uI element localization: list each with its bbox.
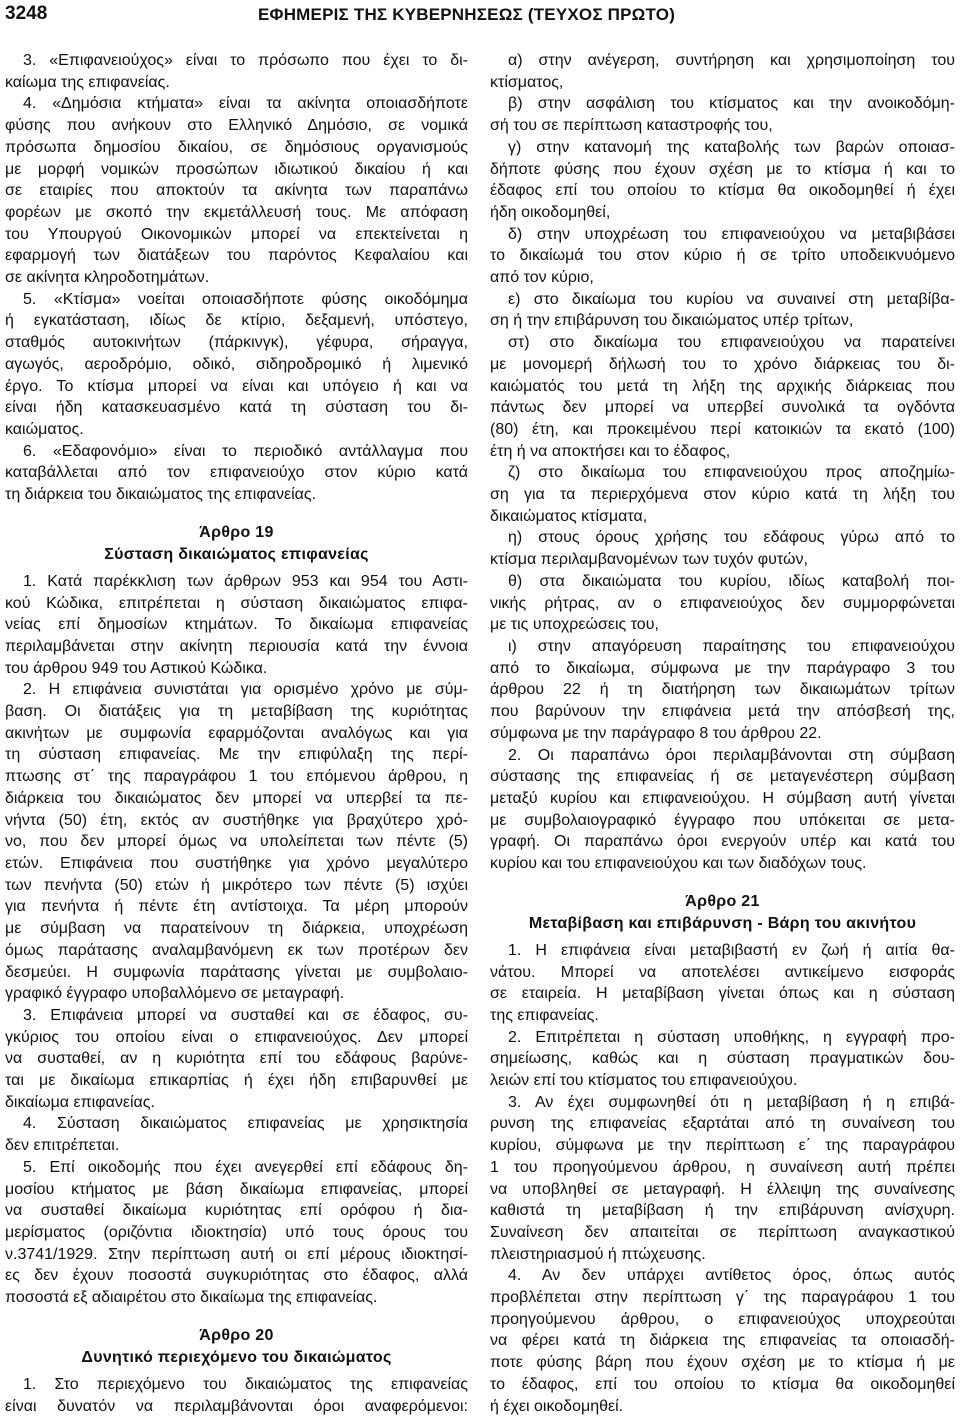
text-line: πτωσης στ΄ της παραγράφου 1 του επόμενου άρθρου, η	[5, 768, 468, 786]
text-line: είναι ήδη κατασκευασμένο κατά τη σύσταση του δι-	[5, 399, 468, 417]
article-heading	[490, 891, 955, 934]
text-line: είναι δυνατόν να περιλαμβάνονται όροι αναφερόμενοι:	[5, 1397, 468, 1415]
article-title: Σύσταση δικαιώματος επιφανείας	[104, 545, 369, 563]
text-line: Συναίνεση δεν απαιτείται σε περίπτωση αναγκαστικού	[490, 1223, 955, 1241]
text-line: κυρίου, σύμφωνα με την περίπτωση ε΄ της παραγράφου	[490, 1137, 955, 1155]
text-line: νήντα (50) έτη, εκτός αν συστήθηκε για βραχύτερο χρό-	[5, 811, 468, 829]
text-line: 4. Αν δεν υπάρχει αντίθετος όρος, όπως αυτός	[508, 1267, 955, 1285]
text-line: νο, που δεν μπορεί όμως να υπολείπεται των πέντε (5)	[5, 833, 468, 851]
text-line: 2. Η επιφάνεια συνιστάται για ορισμένο χρόνο με σύμ-	[23, 681, 468, 699]
text-line: πάντως δεν μπορεί να υπερβεί συνολικά τα ογδόντα	[490, 399, 955, 417]
paragraph	[5, 289, 468, 441]
text-line: σε ακίνητα κληροδοτημάτων.	[5, 269, 210, 287]
text-line: ή εγκατάσταση, ιδίως δε κτίριο, δεξαμενή, υπόστεγο,	[5, 312, 468, 330]
text-line: βαση. Οι διατάξεις για τη μεταβίβαση της κυριότητας	[5, 703, 468, 721]
text-line: σε εταιρεία. Η μεταβίβαση γίνεται όπως και η σύσταση	[490, 985, 955, 1003]
paragraph	[5, 441, 468, 506]
text-line: να συσταθεί, αν η κυριότητα επί του εδάφους βαρύνε-	[5, 1050, 468, 1068]
paragraph	[5, 571, 468, 680]
text-line: α) στην ανέγερση, συντήρηση και χρησιμοποίηση του	[508, 52, 955, 69]
paragraph	[490, 1265, 955, 1417]
paragraph	[490, 224, 955, 289]
paragraph	[490, 1027, 955, 1092]
text-line: εφαρμογή των διατάξεων του παρόντος Κεφαλαίου και	[5, 247, 468, 265]
text-line: σή του σε περίπτωση καταστροφής του,	[490, 117, 773, 135]
left-column	[5, 50, 468, 1420]
text-line: 1. Η επιφάνεια είναι μεταβιβαστή εν ζωή ή αιτία θα-	[508, 941, 955, 959]
text-line: άρθρου 22 ή τη διατήρηση των δικαιωμάτων τρίτων	[490, 681, 955, 699]
text-line: 4. Σύσταση δικαιώματος επιφανείας με χρησικτησία	[23, 1115, 468, 1133]
text-line: σημείωσης, καθώς και η σύσταση πραγματικών δου-	[490, 1050, 955, 1068]
text-line: κυρίου και του επιφανειούχου και των διαδόχων τους.	[490, 855, 867, 873]
text-line: να φέρει κατά τη διάρκεια της επιφανείας τα οποιασδή-	[490, 1332, 955, 1350]
paragraph	[490, 636, 955, 745]
text-line: με συμβολαιογραφικό έγγραφο που υπόκειται σε μετα-	[490, 811, 955, 829]
text-line: δικαίωμα επιφανείας.	[5, 1093, 155, 1111]
text-line: έργο. Το κτίσμα μπορεί να είναι και υπόγειο ή και να	[5, 377, 468, 395]
text-line: 3. Αν έχει συμφωνηθεί ότι η μεταβίβαση ή η επιβά-	[508, 1093, 955, 1111]
text-line: για πενήντα ή πέντε έτη αντίστοιχα. Τα μέρη μπορούν	[5, 898, 468, 916]
text-line: ι) στην απαγόρευση παραίτησης του επιφανειούχου	[508, 637, 955, 655]
text-line: ρυνση της επιφανείας εξαρτάται από τη συναίνεση του	[490, 1115, 955, 1133]
text-line: μερίσματος (οριζόντια ιδιοκτησία) υπό τους όρους του	[5, 1223, 468, 1241]
text-line: ε) στο δικαίωμα του κυρίου να συναινεί στη μεταβίβα-	[508, 290, 955, 308]
text-line: από τον κύριο,	[490, 269, 594, 287]
paragraph	[490, 332, 955, 462]
text-line: μοσίου κτήματος με βάση δικαίωμα επιφανείας, μπορεί	[5, 1180, 468, 1198]
gazette-title: ΕΦΗΜΕΡΙΣ ΤΗΣ ΚΥΒΕΡΝΗΣΕΩΣ (ΤΕΥΧΟΣ ΠΡΩΤΟ)	[258, 5, 676, 24]
text-line: κού Κώδικα, επιτρέπεται η σύσταση δικαιώματος επιφα-	[5, 594, 468, 612]
text-line: ακινήτων με συμφωνία εφαρμόζονται αναλόγως και για	[5, 724, 468, 742]
text-line: περιλαμβάνεται στην ακίνητη περιουσία κατά την έννοια	[5, 637, 468, 655]
text-line: δεσμεύει. Η συμφωνία παράτασης γίνεται με συμβολαιο-	[5, 963, 468, 981]
text-line: γκύριος του οποίου είναι ο επιφανειούχος. Δεν μπορεί	[5, 1028, 468, 1046]
text-line: προβλέπεται στην περίπτωση γ΄ της παραγράφου 1 του	[490, 1289, 955, 1307]
article-title: Μεταβίβαση και επιβάρυνση - Βάρη του ακινήτου	[528, 914, 917, 932]
text-line: λειών επί του κτίσματος του επιφανειούχου.	[490, 1072, 798, 1090]
text-line: νικής ρήτρας, αν ο επιφανειούχος δεν συμμορφώνεται	[490, 594, 955, 612]
text-line: σε εταιρίες που αποκτούν τα ακίνητα των παραπάνω	[5, 182, 468, 200]
text-line: σύμφωνα με την παράγραφο 8 του άρθρου 22.	[490, 724, 822, 742]
text-line: της επιφανείας.	[490, 1006, 599, 1024]
text-line: ή έχει οικοδομηθεί.	[490, 1397, 624, 1415]
text-line: 4. «Δημόσια κτήματα» είναι τα ακίνητα οποιασδήποτε	[23, 95, 468, 113]
page-number: 3248	[5, 3, 48, 24]
text-line: πρόσωπα δημοσίου δικαίου, σε δημόσιους οργανισμούς	[5, 138, 468, 156]
text-line: αγωγός, αεροδρόμιο, οδικό, σιδηροδρομικό ή λιμενικό	[5, 355, 468, 373]
text-line: 1. Κατά παρέκκλιση των άρθρων 953 και 954 του Αστι-	[23, 572, 468, 590]
text-line: γ) στην κατανομή της καταβολής των βαρών οποιασ-	[508, 138, 955, 156]
text-line: δ) στην υποχρέωση του επιφανειούχου να μεταβιβάσει	[508, 225, 955, 243]
article-title: Δυνητικό περιεχόμενο του δικαιώματος	[81, 1348, 392, 1366]
text-line: το δικαίωμά του στον κύριο ή σε τρίτο υποδεικνυόμενο	[490, 247, 955, 265]
text-line: έτη ή να αποκτήσει και το έδαφος,	[490, 442, 731, 460]
text-line: φύσης που ανήκουν στο Ελληνικό Δημόσιο, σε νομικά	[5, 117, 468, 135]
text-line: 5. «Κτίσμα» νοείται οποιασδήποτε φύσης οικοδόμημα	[23, 290, 468, 308]
text-line: 3. «Επιφανειούχος» είναι το πρόσωπο που έχει το δι-	[23, 52, 468, 69]
paragraph	[5, 1005, 468, 1114]
text-line: του άρθρου 949 του Αστικού Κώδικα.	[5, 659, 268, 677]
text-line: η) στους όρους χρήσης του εδάφους γύρω από το	[508, 529, 955, 547]
text-line: καιώματος.	[5, 420, 84, 438]
text-line: 2. Επιτρέπεται η σύσταση υποθήκης, η εγγραφή προ-	[508, 1028, 955, 1046]
paragraph	[5, 679, 468, 1005]
text-line: ποτε φύσης βάρη που έχουν σχέση με το κτίσμα ή με	[490, 1354, 955, 1372]
text-line: γραφή. Οι παραπάνω όροι ενεργούν υπέρ και κατά του	[490, 833, 955, 851]
text-line: δήποτε φύσης που έχουν σχέση με το κτίσμα ή και το	[490, 160, 955, 178]
paragraph	[5, 1157, 468, 1309]
text-line: το έδαφος, επί του οποίου το κτίσμα θα οικοδομηθεί	[490, 1375, 955, 1393]
text-line: νείας επί δημοσίων κτημάτων. Το δικαίωμα επιφανείας	[5, 616, 468, 634]
article-number: Άρθρο 19	[199, 524, 274, 542]
article-heading	[5, 1325, 468, 1368]
text-line: ποσοστά εξ αδιαιρέτου στο δικαίωμα της επιφανείας.	[5, 1289, 378, 1307]
text-line: ν.3741/1929. Στην περίπτωση αυτή οι επί μέρους ιδιοκτησί-	[5, 1245, 468, 1263]
text-line: ται με δικαίωμα επικαρπίας ή έχει ήδη επιβαρυνθεί με	[5, 1072, 468, 1090]
text-line: μεταξύ κυρίου και επιφανειούχου. Η σύμβαση αυτή γίνεται	[490, 789, 955, 807]
article-number: Άρθρο 20	[199, 1327, 274, 1345]
text-line: νάτου. Μπορεί να αποτελέσει αντικείμενο εισφοράς	[490, 963, 955, 981]
text-line: ες δεν έχουν ποσοστά συγκυριότητας στο έδαφος, αλλά	[5, 1267, 468, 1285]
text-line: ήδη οικοδομηθεί,	[490, 203, 611, 221]
text-line: με τις υποχρεώσεις του,	[490, 616, 659, 634]
text-line: να συσταθεί δικαίωμα κυριότητας επί ορόφου ή δια-	[5, 1202, 468, 1220]
paragraph	[490, 745, 955, 875]
text-line: με μορφή νομικών προσώπων ιδιωτικού δικαίου ή και	[5, 160, 468, 178]
paragraph	[490, 571, 955, 636]
text-line: 6. «Εδαφονόμιο» είναι το περιοδικό αντάλλαγμα που	[23, 442, 468, 460]
paragraph	[490, 1092, 955, 1266]
text-line: 1 του προηγούμενου άρθρου, η συναίνεση αυτή πρέπει	[490, 1158, 955, 1176]
paragraph	[490, 289, 955, 332]
text-line: ετών. Επιφάνεια που συστήθηκε για χρόνο μεγαλύτερο	[5, 855, 468, 872]
text-line: γραφικό έγγραφο υποβαλλόμενο σε μεταγραφή.	[5, 985, 345, 1003]
text-line: από το δικαίωμα, σύμφωνα με την παράγραφο 3 του	[490, 659, 955, 677]
text-line: κτίσμα περιλαμβανομένων των τυχόν φυτών,	[490, 551, 808, 569]
paragraph	[490, 940, 955, 1027]
text-line: του Υπουργού Οικονομικών μπορεί να επεκτείνεται η	[5, 225, 468, 243]
text-line: (80) έτη, και προκειμένου περί κατοικιών τα εκατό (100)	[490, 420, 955, 438]
text-line: ση για τα περιερχόμενα στον κύριο κατά τη λήξη του	[490, 486, 955, 504]
paragraph	[490, 50, 955, 93]
paragraph	[5, 1113, 468, 1156]
text-line: που βαρύνουν την επιφάνεια μετά την απόσβεσή της,	[490, 703, 955, 721]
text-line: πλειστηριασμού ή πτώχευσης.	[490, 1245, 706, 1263]
text-line: δεν επιτρέπεται.	[5, 1137, 120, 1155]
text-line: διάρκεια του δικαιώματος δεν μπορεί να υπερβεί τα πε-	[5, 789, 468, 807]
text-line: καιώματός του μετά τη λήξη της αρχικής διάρκειας που	[490, 377, 955, 395]
text-line: στ) στο δικαίωμα του επιφανειούχου να παρατείνει	[508, 334, 955, 352]
text-line: σταθμός αυτοκινήτων (πάρκινγκ), γέφυρα, σήραγγα,	[5, 334, 468, 352]
text-line: 5. Επί οικοδομής που έχει ανεγερθεί επί εδάφους δη-	[23, 1158, 468, 1176]
text-line: όμως παράτασης αναλαμβανόμενη εκ των προτέρων δεν	[5, 941, 468, 959]
paragraph	[5, 50, 468, 93]
text-line: φορέων με σκοπό την εκμετάλλευσή τους. Με απόφαση	[5, 203, 468, 221]
article-number: Άρθρο 21	[685, 893, 760, 911]
text-line: με μονομερή δήλωσή του το χρόνο διάρκειας του δι-	[490, 355, 955, 373]
text-line: έδαφος επί του οποίου το κτίσμα θα οικοδομηθεί ή έχει	[490, 182, 955, 200]
text-line: κτίσματος,	[490, 73, 564, 91]
text-line: σύστασης της επιφανείας ή σε μεταγενέστερη σύμβαση	[490, 768, 955, 786]
text-line: τη σύσταση επιφανείας. Με την επιφύλαξη της περί-	[5, 746, 468, 764]
right-column	[490, 50, 955, 1420]
paragraph	[490, 527, 955, 570]
text-line: τη διάρκεια του δικαιώματος της επιφανείας.	[5, 486, 317, 504]
paragraph	[490, 137, 955, 224]
text-line: 3. Επιφάνεια μπορεί να συσταθεί και σε έδαφος, συ-	[23, 1006, 468, 1024]
paragraph	[490, 93, 955, 136]
text-line: 1. Στο περιεχόμενο του δικαιώματος της επιφανείας	[23, 1375, 468, 1393]
text-line: των πενήντα (50) ετών ή μικρότερο των πέντε (5) ισχύει	[5, 876, 468, 894]
text-line: καταβάλλεται από τον επιφανειούχο στον κύριο κατά	[5, 464, 468, 482]
text-line: ση ή την επιβάρυνση του δικαιώματος υπέρ τρίτων,	[490, 312, 854, 330]
text-line: να υποβληθεί σε μεταγραφή. Η έλλειψη της συναίνεσης	[490, 1180, 955, 1198]
text-line: προηγούμενου άρθρου, ο επιφανειούχος υποχρεούται	[490, 1310, 955, 1328]
paragraph	[490, 462, 955, 527]
article-heading	[5, 522, 468, 565]
paragraph	[5, 93, 468, 288]
text-line: β) στην ασφάλιση του κτίσματος και την ανοικοδόμη-	[508, 95, 955, 113]
text-line: ζ) στο δικαίωμα του επιφανειούχου προς αποζημίω-	[508, 464, 955, 482]
text-line: 2. Οι παραπάνω όροι περιλαμβάνονται στη σύμβαση	[508, 746, 955, 764]
text-line: καθιστά τη μεταβίβαση ή την επιβάρυνση ανίσχυρη.	[490, 1202, 955, 1220]
text-line: καίωμα της επιφανείας.	[5, 73, 170, 91]
text-line: με σύμβαση να παρατείνουν τη διάρκεια, υποχρέωση	[5, 920, 468, 938]
text-line: δικαιώματος κτίσματα,	[490, 507, 648, 525]
paragraph	[5, 1374, 468, 1417]
text-line: θ) στα δικαιώματα του κυρίου, ιδίως καταβολή ποι-	[508, 572, 955, 590]
